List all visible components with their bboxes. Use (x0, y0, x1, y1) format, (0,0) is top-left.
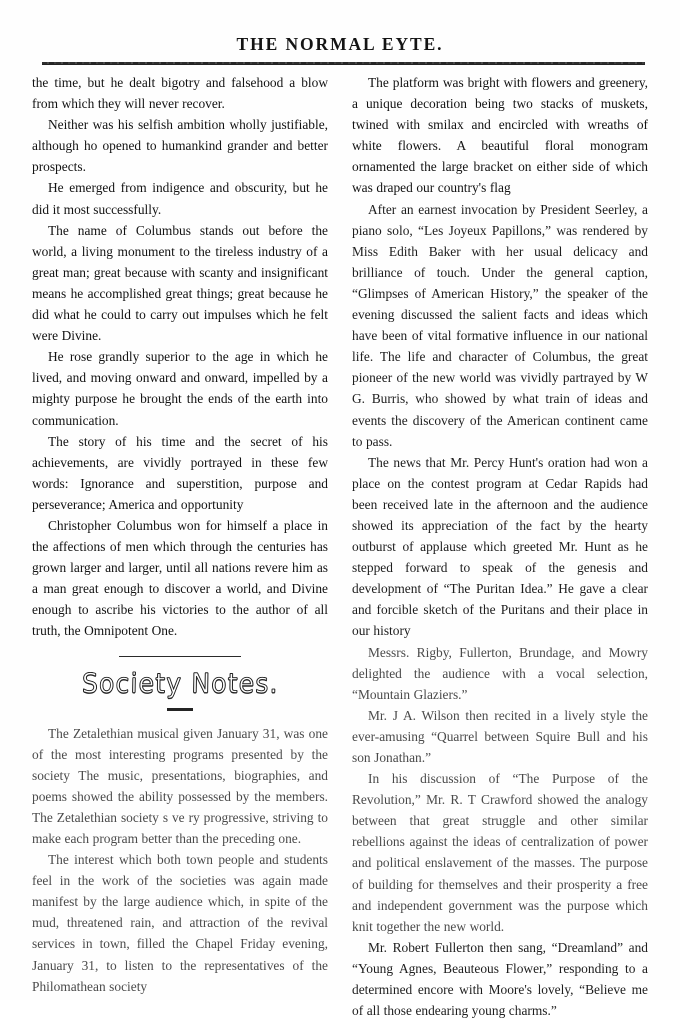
page-title: THE NORMAL EYTE. (236, 33, 444, 55)
paragraph: After an earnest invocation by President Seerley, a piano solo, “Les Joyeux Papillons,” was rendered by Miss Edith Baker with her usual delicacy and brilliance of touch. Under the general caption, “Glimpses of American History,” the speaker of the evening discussed the salient facts and ideas which have been of vital formative influence in our national life. The life and character of Columbus, the great pioneer of the new world was vividly partrayed by W G. Burris, who showed by what train of ideas and events the discovery of the American continent came to pass. (352, 201, 648, 449)
paragraph: The name of Columbus stands out before the world, a living monument to the tireless industry of a great man; great because with scanty and insignificant means he accomplished great things; great because he did what he could to carry out impulses which he felt were Divine. (32, 222, 328, 344)
paragraph: The interest which both town people and students feel in the work of the societies was again made manifest by the large audience which, in spite of the mud, threatened rain, and attraction of the revival services in town, filled the Chapel Friday evening, January 31, to listen to the representatives of the Philomathean society (32, 852, 328, 994)
right-column (352, 72, 648, 1021)
paragraph: The news that Mr. Percy Hunt's oration had won a place on the contest program at Cedar Rapids had been received late in the afternoon and the audience showed its appreciation of the fact by the hearty outburst of applause which greeted Mr. Hunt as he stepped forward to speak of the genesis and development of “The Puritan Idea.” He gave a clear and forcible sketch of the Puritans and their place in our history (352, 454, 648, 639)
paragraph: The story of his time and the secret of his achievements, are vividly portrayed in these few words: Ignorance and superstition, purpose and perseverance; America and opportunity (32, 433, 328, 512)
paragraph: Neither was his selfish ambition wholly justifiable, although ho opened to humankind grander and better prospects. (32, 117, 328, 175)
paragraph: The Zetalethian musical given January 31, was one of the most interesting programs presented by the society The music, presentations, biographies, and poems showed the ability possessed by the members. The Zetalethian society s ve ry progressive, striving to make each program better than the preceding one. (32, 725, 328, 846)
left-column (32, 72, 328, 1021)
masthead-divider-rule (42, 62, 645, 65)
paragraph: Mr. Robert Fullerton then sang, “Dreamland” and “Young Agnes, Beauteous Flower,” responding to a determined encore with Moore's lovely, “Believe me of all those endearing young charms.” (352, 939, 648, 1019)
section-heading-block (32, 656, 328, 711)
article-columns (0, 72, 680, 1021)
paragraph: The platform was bright with flowers and greenery, a unique decoration being two stacks of muskets, twined with smilax and encircled with wreaths of white flowers. A beautiful floral monogram ornamented the large bracket on either side of which was draped our country's flag (352, 75, 648, 196)
paragraph: Mr. J A. Wilson then recited in a lively style the ever-amusing “Quarrel between Squire Bull and his son Jonathan.” (352, 707, 648, 765)
paragraph: Messrs. Rigby, Fullerton, Brundage, and Mowry delighted the audience with a vocal selection, “Mountain Glaziers.” (352, 644, 648, 702)
masthead (0, 33, 680, 55)
paragraph: the time, but he dealt bigotry and falsehood a blow from which they will never recover. (32, 75, 328, 112)
section-rule-above (119, 656, 241, 657)
paragraph: He rose grandly superior to the age in which he lived, and moving onward and onward, impelled by a mighty purpose he brought the ends of the earth into communication. (32, 349, 328, 428)
paragraph: In his discussion of “The Purpose of the Revolution,” Mr. R. T Crawford showed the analogy between that great struggle and other similar rebellions against the ideas of centralization of power and political enslavement of the masses. The purpose of building for themselves and their prosperity a free and independent government was the purpose which knit together the new world. (352, 771, 648, 934)
section-rule-below (167, 708, 193, 711)
paragraph: Christopher Columbus won for himself a place in the affections of men which through the centuries has grown larger and larger, until all nations revere him as a man great enough to discover a world, and Divine enough to ascribe his victories to the author of all truth, the Omnipotent One. (32, 517, 328, 639)
section-title-society-notes: Society Notes. (81, 667, 279, 699)
paragraph: He emerged from indigence and obscurity, but he did it most successfully. (32, 180, 328, 217)
